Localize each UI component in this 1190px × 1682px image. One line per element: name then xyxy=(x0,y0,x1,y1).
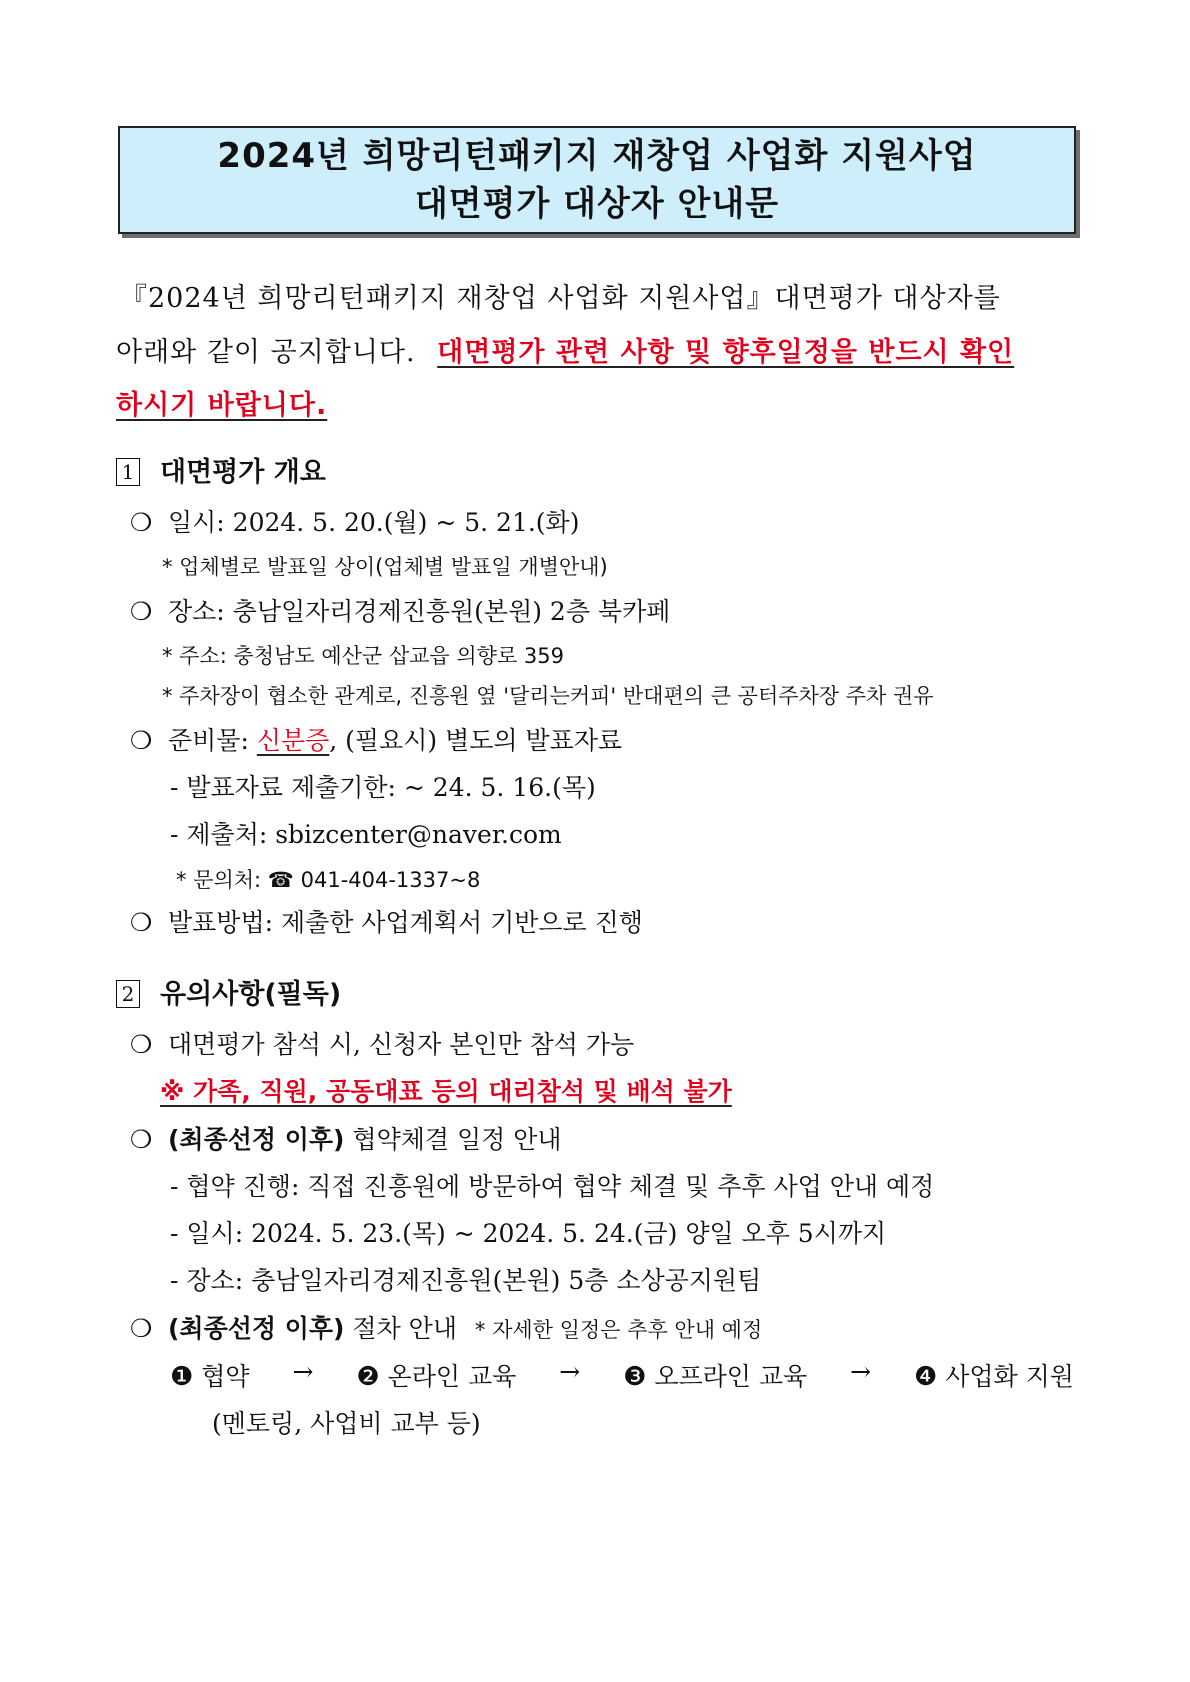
s1-date-item xyxy=(130,503,579,539)
process-steps xyxy=(170,1357,1074,1393)
s1-date-note: * 업체별로 발표일 상이(업체별 발표일 개별안내) xyxy=(162,555,608,579)
section-2-title: 유의사항(필독) xyxy=(160,979,342,1010)
s2-attend-item xyxy=(130,1025,634,1061)
bullet-circle-icon: ❍ xyxy=(130,1314,153,1343)
section-1-heading xyxy=(116,450,326,489)
bullet-circle-icon: ❍ xyxy=(130,508,153,537)
bullet-circle-icon: ❍ xyxy=(130,726,153,755)
s1-submit: - 제출처: sbizcenter@naver.com xyxy=(170,820,562,849)
intro-line-1: 『2024년 희망리턴패키지 재창업 사업화 지원사업』대면평가 대상자를 xyxy=(120,283,1001,314)
s1-deadline: - 발표자료 제출기한: ~ 24. 5. 16.(목) xyxy=(170,773,596,802)
step-2-number-icon: ❷ xyxy=(356,1362,380,1392)
s1-parking-note: * 주차장이 협소한 관계로, 진흥원 옆 '달리는커피' 반대편의 큰 공터주차장 주차 권유 xyxy=(162,684,934,708)
s2-process-bold: (최종선정 이후) xyxy=(168,1314,345,1343)
s1-date: 일시: 2024. 5. 20.(월) ~ 5. 21.(화) xyxy=(168,508,580,537)
step-1 xyxy=(170,1357,250,1393)
title-box xyxy=(118,126,1076,234)
s1-place: 장소: 충남일자리경제진흥원(본원) 2층 북카페 xyxy=(168,597,671,626)
step-4-label: 사업화 지원 xyxy=(945,1362,1074,1391)
section-2-number: 2 xyxy=(116,980,140,1008)
step-3 xyxy=(623,1357,807,1393)
s1-prep-item xyxy=(130,721,622,757)
section-1-number: 1 xyxy=(116,458,140,486)
title-line-1: 2024년 희망리턴패키지 재창업 사업화 지원사업 xyxy=(217,136,977,176)
section-2-heading xyxy=(116,972,341,1011)
s2-contract-item-1: - 협약 진행: 직접 진흥원에 방문하여 협약 체결 및 추후 사업 안내 예정 xyxy=(170,1172,935,1201)
s1-method: 발표방법: 제출한 사업계획서 기반으로 진행 xyxy=(168,908,643,937)
s2-process-note: * 자세한 일정은 추후 안내 예정 xyxy=(474,1318,763,1342)
s2-attend: 대면평가 참석 시, 신청자 본인만 참석 가능 xyxy=(168,1030,635,1059)
arrow-right-icon: → xyxy=(850,1357,872,1386)
s1-method-item xyxy=(130,903,643,939)
s1-contact: * 문의처: ☎ 041-404-1337~8 xyxy=(176,868,481,892)
step-3-label: 오프라인 교육 xyxy=(654,1362,808,1391)
s1-prep-label: 준비물: xyxy=(168,726,249,755)
bullet-circle-icon: ❍ xyxy=(130,597,153,626)
s2-contract-item-3: - 장소: 충남일자리경제진흥원(본원) 5층 소상공지원팀 xyxy=(170,1266,762,1295)
s2-contract-bold: (최종선정 이후) xyxy=(168,1125,345,1154)
intro-line-3-highlight: 하시기 바랍니다. xyxy=(116,390,328,421)
intro-line-2 xyxy=(116,330,1014,369)
s2-contract-item-2: - 일시: 2024. 5. 23.(목) ~ 2024. 5. 24.(금) 양일 오후 5시까지 xyxy=(170,1219,887,1248)
steps-tail: (멘토링, 사업비 교부 등) xyxy=(212,1409,481,1438)
step-4 xyxy=(914,1357,1074,1393)
s1-prep-rest: , (필요시) 별도의 발표자료 xyxy=(329,726,623,755)
step-1-label: 협약 xyxy=(201,1362,250,1391)
intro-line-2-highlight: 대면평가 관련 사항 및 향후일정을 반드시 확인 xyxy=(437,337,1015,368)
s2-contract-rest: 협약체결 일정 안내 xyxy=(344,1125,562,1154)
intro-line-2-plain: 아래와 같이 공지합니다. xyxy=(116,337,416,368)
bullet-circle-icon: ❍ xyxy=(130,908,153,937)
step-4-number-icon: ❹ xyxy=(913,1362,938,1392)
s1-address-note: * 주소: 충청남도 예산군 삽교읍 의향로 359 xyxy=(162,644,564,668)
step-1-number-icon: ❶ xyxy=(170,1362,194,1392)
s2-process-item xyxy=(130,1309,762,1345)
s2-process-rest: 절차 안내 xyxy=(344,1314,457,1343)
step-3-number-icon: ❸ xyxy=(623,1362,647,1392)
s1-prep-id-card: 신분증 xyxy=(256,726,330,755)
bullet-circle-icon: ❍ xyxy=(130,1030,153,1059)
step-2-label: 온라인 교육 xyxy=(387,1362,517,1391)
step-2 xyxy=(356,1357,516,1393)
arrow-right-icon: → xyxy=(559,1357,581,1386)
s2-contract-item xyxy=(130,1120,562,1156)
section-1-title: 대면평가 개요 xyxy=(160,457,326,488)
s1-place-item xyxy=(130,592,670,628)
bullet-circle-icon: ❍ xyxy=(130,1125,153,1154)
arrow-right-icon: → xyxy=(292,1357,314,1386)
s2-warning: ※ 가족, 직원, 공동대표 등의 대리참석 및 배석 불가 xyxy=(160,1077,732,1106)
title-line-2: 대면평가 대상자 안내문 xyxy=(414,184,780,224)
